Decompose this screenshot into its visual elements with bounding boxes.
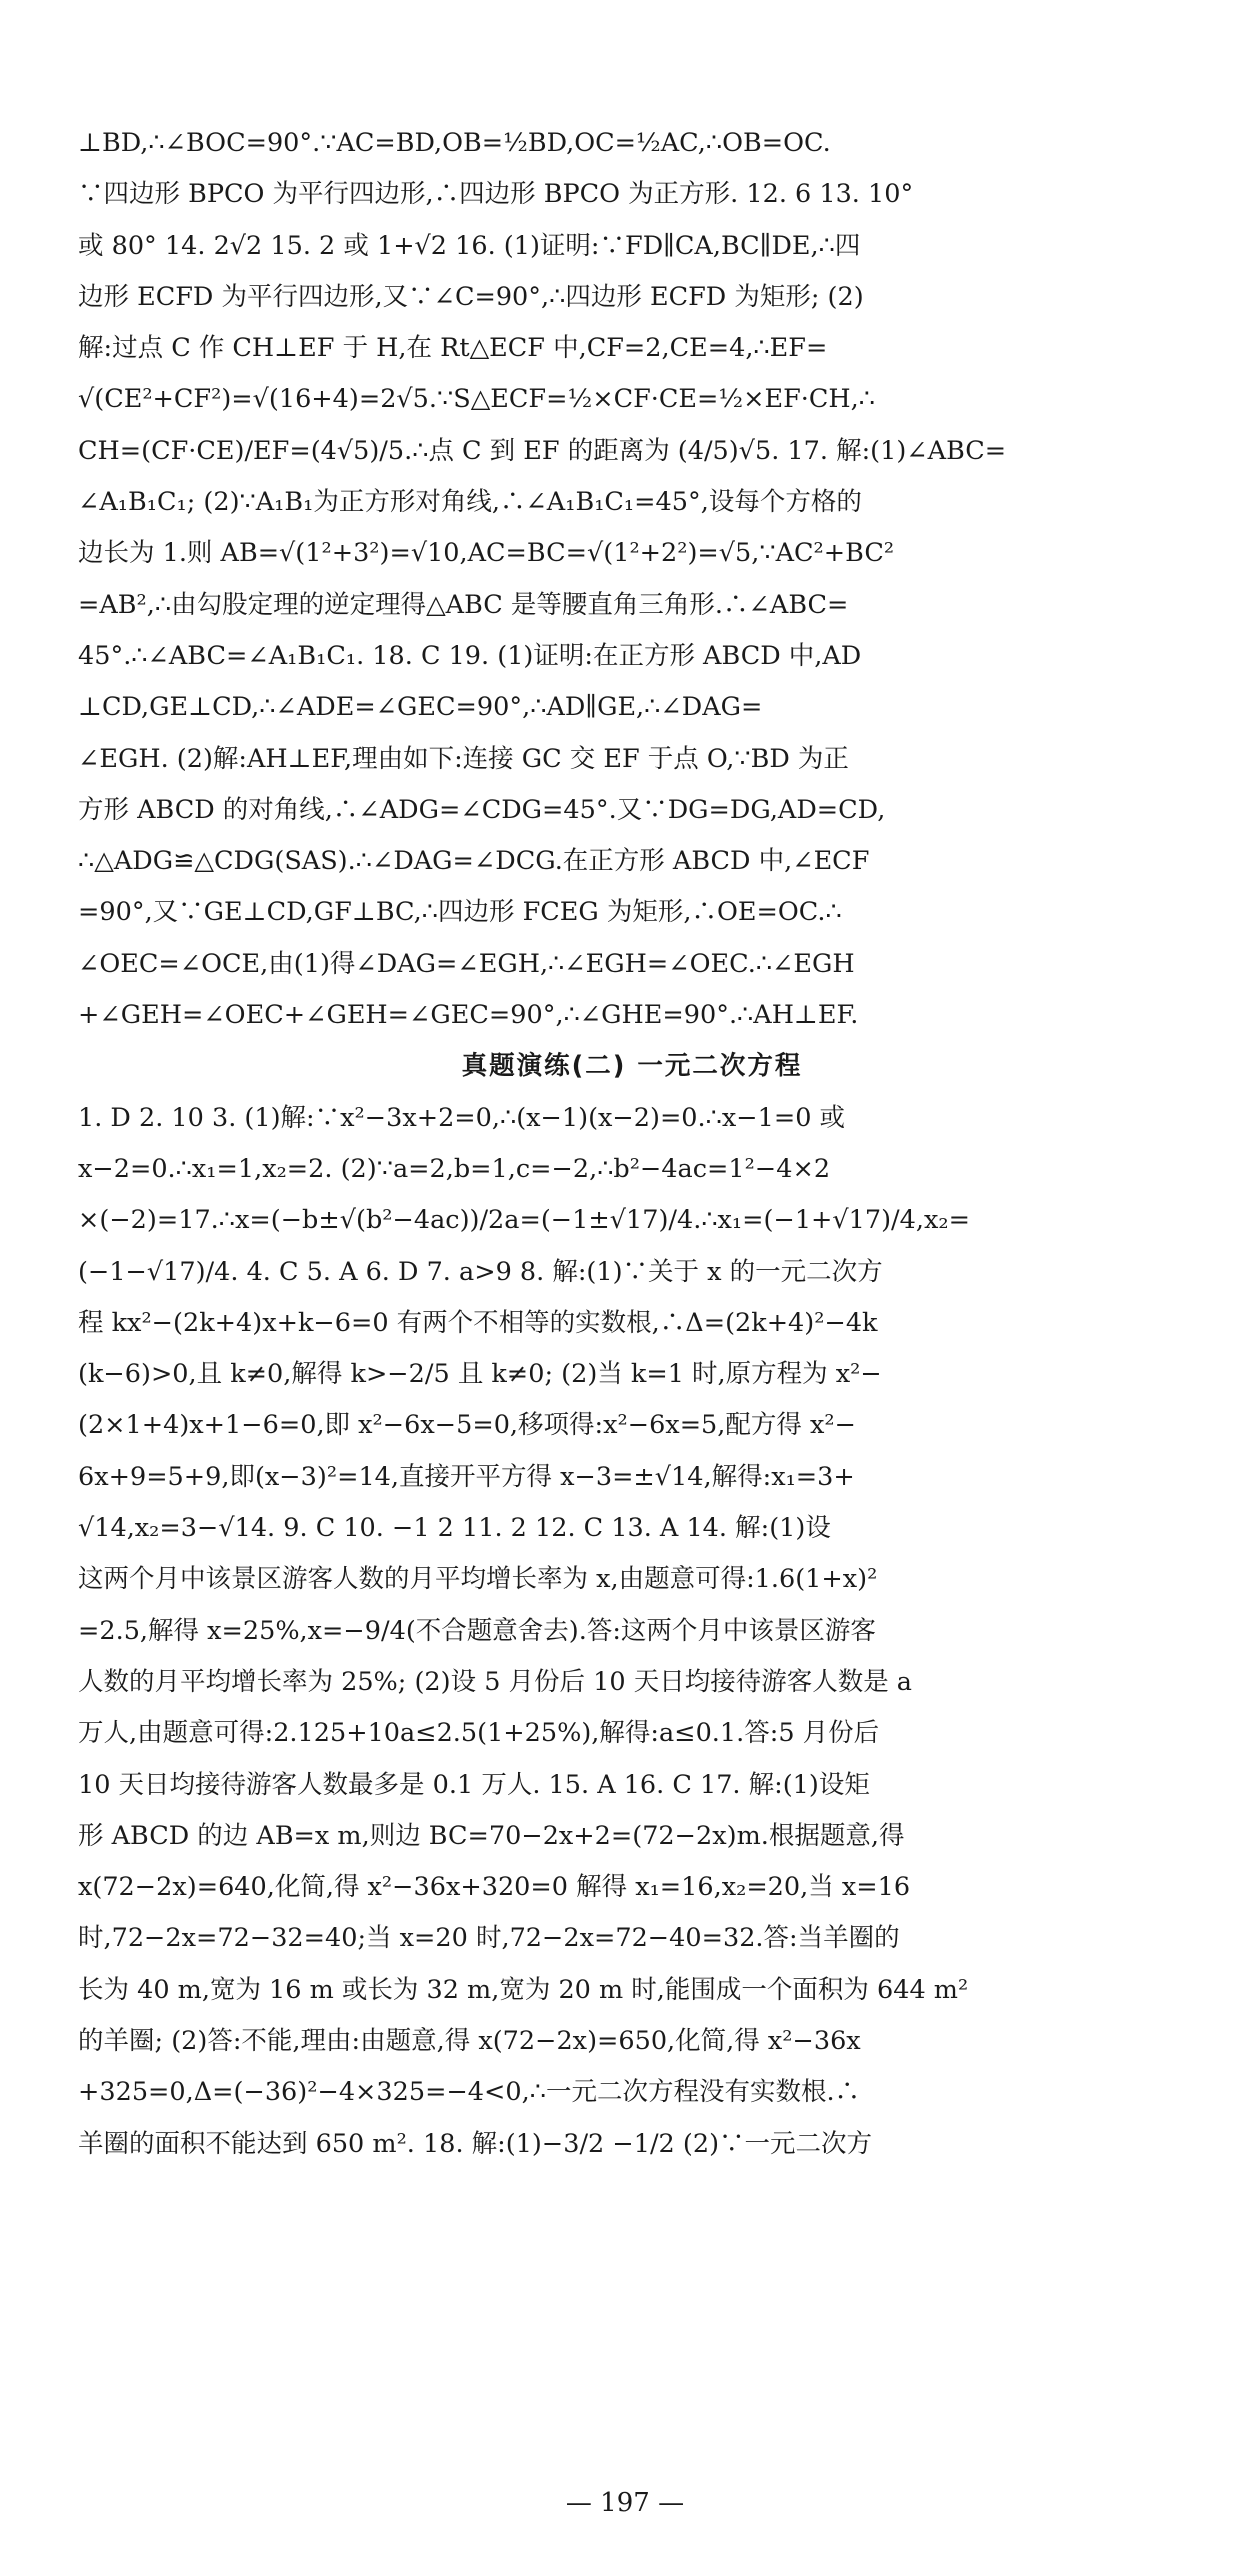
text-line: =AB²,∴由勾股定理的逆定理得△ABC 是等腰直角三角形.∴∠ABC=: [78, 589, 849, 620]
text-line: ⊥CD,GE⊥CD,∴∠ADE=∠GEC=90°,∴AD∥GE,∴∠DAG=: [78, 692, 763, 723]
text-line: 程 kx²−(2k+4)x+k−6=0 有两个不相等的实数根,∴Δ=(2k+4)²−4k: [78, 1307, 878, 1338]
answer-text: [78, 118, 1186, 2170]
text-line: √(CE²+CF²)=√(16+4)=2√5.∵S△ECF=½×CF·CE=½×EF·CH,∴: [78, 384, 875, 415]
text-line: 万人,由题意可得:2.125+10a≤2.5(1+25%),解得:a≤0.1.答:5 月份后: [78, 1718, 880, 1749]
text-line: 边形 ECFD 为平行四边形,又∵∠C=90°,∴四边形 ECFD 为矩形; (2): [78, 281, 864, 312]
text-line: +325=0,Δ=(−36)²−4×325=−4<0,∴一元二次方程没有实数根.∴: [78, 2077, 861, 2108]
text-line: 1. D 2. 10 3. (1)解:∵x²−3x+2=0,∴(x−1)(x−2)=0.∴x−1=0 或: [78, 1102, 846, 1133]
page-number: — 197 —: [565, 2488, 685, 2518]
text-line: ∵四边形 BPCO 为平行四边形,∴四边形 BPCO 为正方形. 12. 6 13. 10°: [78, 179, 914, 210]
text-line: =90°,又∵GE⊥CD,GF⊥BC,∴四边形 FCEG 为矩形,∴OE=OC.∴: [78, 897, 842, 928]
text-line: (2×1+4)x+1−6=0,即 x²−6x−5=0,移项得:x²−6x=5,配方得 x²−: [78, 1410, 856, 1441]
text-line: ×(−2)=17.∴x=(−b±√(b²−4ac))/2a=(−1±√17)/4.∴x₁=(−1+√17)/4,x₂=: [78, 1205, 970, 1236]
text-line: CH=(CF·CE)/EF=(4√5)/5.∴点 C 到 EF 的距离为 (4/5)√5. 17. 解:(1)∠ABC=: [78, 435, 1007, 466]
text-line: 45°.∴∠ABC=∠A₁B₁C₁. 18. C 19. (1)证明:在正方形 ABCD 中,AD: [78, 640, 862, 671]
text-line: =2.5,解得 x=25%,x=−9/4(不合题意舍去).答:这两个月中该景区游客: [78, 1615, 876, 1646]
text-line: ⊥BD,∴∠BOC=90°.∵AC=BD,OB=½BD,OC=½AC,∴OB=OC.: [78, 128, 831, 158]
text-line: 羊圈的面积不能达到 650 m². 18. 解:(1)−3/2 −1/2 (2)∵一元二次方: [78, 2128, 873, 2159]
text-line: 方形 ABCD 的对角线,∴∠ADG=∠CDG=45°.又∵DG=DG,AD=CD,: [78, 794, 886, 825]
text-line: ∴△ADG≌△CDG(SAS).∴∠DAG=∠DCG.在正方形 ABCD 中,∠ECF: [78, 846, 870, 877]
text-line: 这两个月中该景区游客人数的月平均增长率为 x,由题意可得:1.6(1+x)²: [78, 1564, 878, 1595]
text-line: +∠GEH=∠OEC+∠GEH=∠GEC=90°,∴∠GHE=90°.∴AH⊥EF.: [78, 1000, 859, 1031]
text-line: 边长为 1.则 AB=√(1²+3²)=√10,AC=BC=√(1²+2²)=√5,∵AC²+BC²: [78, 538, 895, 569]
text-line: 10 天日均接待游客人数最多是 0.1 万人. 15. A 16. C 17. 解:(1)设矩: [78, 1769, 870, 1800]
text-line: 解:过点 C 作 CH⊥EF 于 H,在 Rt△ECF 中,CF=2,CE=4,∴EF=: [78, 333, 828, 364]
text-line: 或 80° 14. 2√2 15. 2 或 1+√2 16. (1)证明:∵FD∥CA,BC∥DE,∴四: [78, 230, 861, 261]
text-line: ∠OEC=∠OCE,由(1)得∠DAG=∠EGH,∴∠EGH=∠OEC.∴∠EGH: [78, 948, 855, 979]
text-line: 时,72−2x=72−32=40;当 x=20 时,72−2x=72−40=32.答:当羊圈的: [78, 1923, 900, 1954]
text-line: (−1−√17)/4. 4. C 5. A 6. D 7. a>9 8. 解:(1)∵关于 x 的一元二次方: [78, 1256, 883, 1287]
text-line: x−2=0.∴x₁=1,x₂=2. (2)∵a=2,b=1,c=−2,∴b²−4ac=1²−4×2: [78, 1153, 831, 1184]
text-line: (k−6)>0,且 k≠0,解得 k>−2/5 且 k≠0; (2)当 k=1 时,原方程为 x²−: [78, 1359, 882, 1390]
text-line: √14,x₂=3−√14. 9. C 10. −1 2 11. 2 12. C 13. A 14. 解:(1)设: [78, 1513, 831, 1544]
text-line: 的羊圈; (2)答:不能,理由:由题意,得 x(72−2x)=650,化简,得 x²−36x: [78, 2025, 861, 2056]
text-line: 形 ABCD 的边 AB=x m,则边 BC=70−2x+2=(72−2x)m.根据题意,得: [78, 1820, 905, 1851]
text-line: 长为 40 m,宽为 16 m 或长为 32 m,宽为 20 m 时,能围成一个面积为 644 m²: [78, 1974, 969, 2005]
section-title: 真题演练(二) 一元二次方程: [461, 1051, 803, 1082]
text-line: 6x+9=5+9,即(x−3)²=14,直接开平方得 x−3=±√14,解得:x₁=3+: [78, 1461, 855, 1492]
text-line: 人数的月平均增长率为 25%; (2)设 5 月份后 10 天日均接待游客人数是 a: [78, 1666, 913, 1697]
text-line: ∠A₁B₁C₁; (2)∵A₁B₁为正方形对角线,∴∠A₁B₁C₁=45°,设每个方格的: [78, 487, 862, 518]
text-line: ∠EGH. (2)解:AH⊥EF,理由如下:连接 GC 交 EF 于点 O,∵BD 为正: [78, 743, 849, 774]
text-line: x(72−2x)=640,化简,得 x²−36x+320=0 解得 x₁=16,x₂=20,当 x=16: [78, 1872, 911, 1903]
